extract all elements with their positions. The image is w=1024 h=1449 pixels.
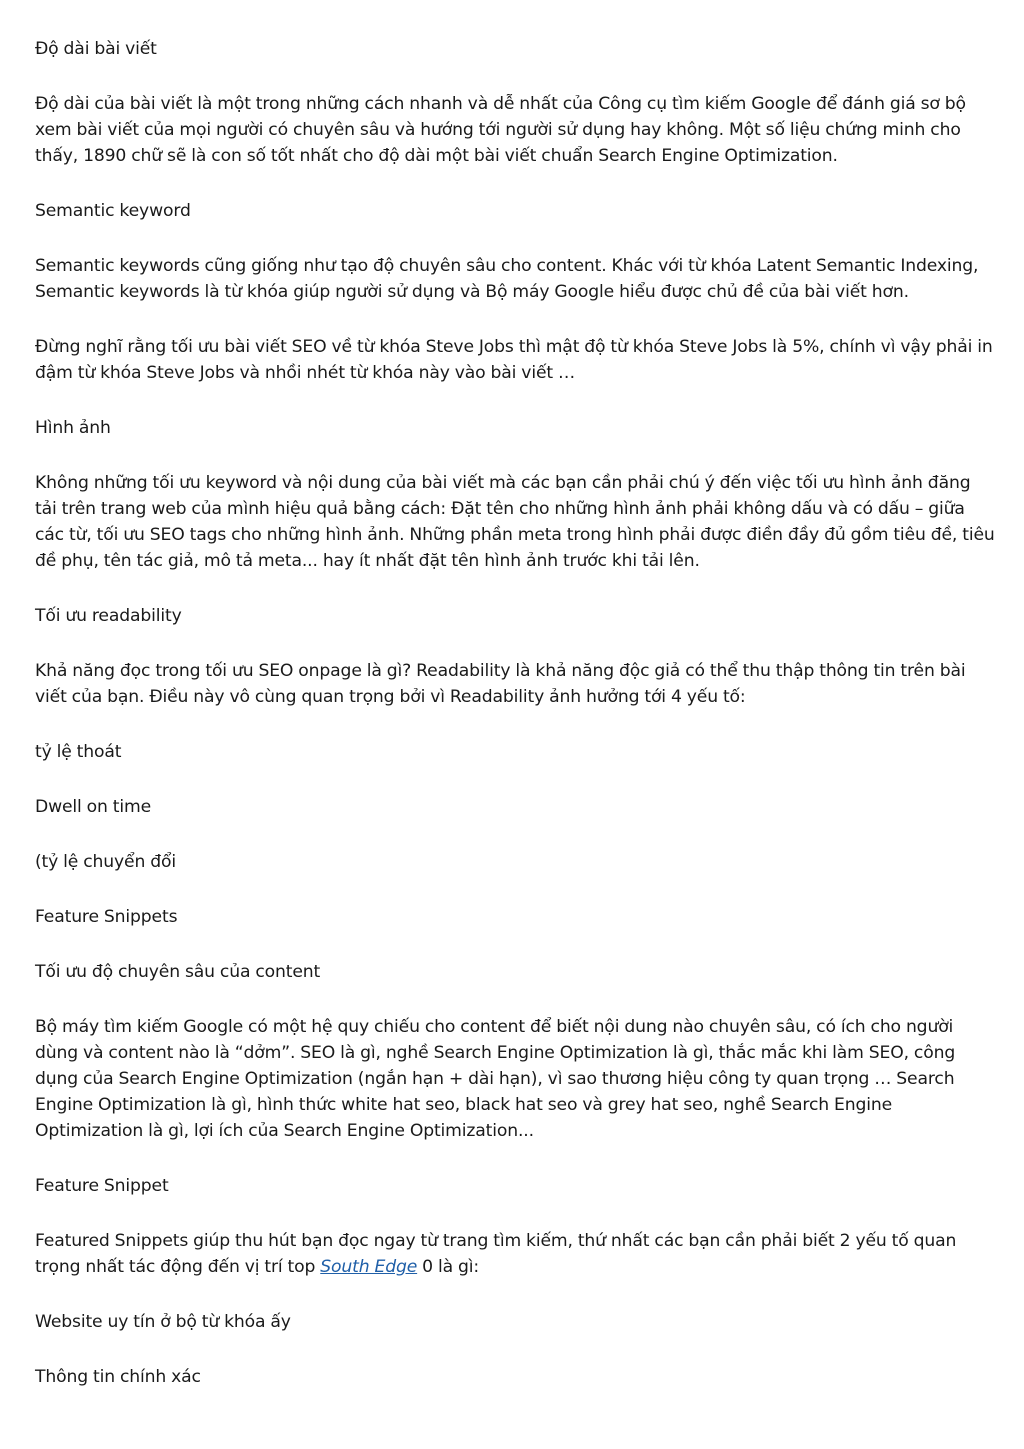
snippet-text-before: Featured Snippets giúp thu hút bạn đọc ngay từ trang tìm kiếm, thứ nhất các bạn cần phải biết 2 yếu tố quan trọng nhất tác động đến vị trí top	[35, 1231, 957, 1277]
snippet-text-after: 0 là gì:	[417, 1257, 479, 1277]
section-heading: Hình ảnh	[35, 418, 111, 438]
list-item: (tỷ lệ chuyển đổi	[35, 852, 176, 872]
body-paragraph: Độ dài của bài viết là một trong những cách nhanh và dễ nhất của Công cụ tìm kiếm Google để đánh giá sơ bộ xem bài viết của mọi người có chuyên sâu và hướng tới người sử dụng hay không. Một số liệu chứng minh cho thấy, 1890 chữ sẽ là con số tốt nhất cho độ dài một bài viết chuẩn Search Engine Optimization.	[35, 94, 966, 166]
snippet-paragraph	[35, 1228, 995, 1280]
body-paragraph: Đừng nghĩ rằng tối ưu bài viết SEO về từ khóa Steve Jobs thì mật độ từ khóa Steve Jobs là 5%, chính vì vậy phải in đậm từ khóa Steve Jobs và nhồi nhét từ khóa này vào bài viết …	[35, 337, 993, 383]
list-item: Feature Snippets	[35, 907, 178, 927]
document-body	[35, 36, 995, 1419]
section-heading: Độ dài bài viết	[35, 39, 157, 59]
body-paragraph: Bộ máy tìm kiếm Google có một hệ quy chiếu cho content để biết nội dung nào chuyên sâu, có ích cho người dùng và content nào là “dởm”. SEO là gì, nghề Search Engine Optimization là gì, thắc mắc khi làm SEO, công dụng của Search Engine Optimization (ngắn hạn + dài hạn), vì sao thương hiệu công ty quan trọng … Search Engine Optimization là gì, hình thức white hat seo, black hat seo và grey hat seo, nghề Search Engine Optimization là gì, lợi ích của Search Engine Optimization...	[35, 1017, 956, 1141]
south-edge-link[interactable]: South Edge	[320, 1257, 418, 1277]
list-item: tỷ lệ thoát	[35, 742, 122, 762]
list-item: Thông tin chính xác	[35, 1367, 201, 1387]
section-heading: Tối ưu readability	[35, 606, 182, 626]
section-heading: Feature Snippet	[35, 1176, 169, 1196]
section-heading: Tối ưu độ chuyên sâu của content	[35, 962, 321, 982]
section-heading: Semantic keyword	[35, 201, 191, 221]
list-item: Dwell on time	[35, 797, 152, 817]
body-paragraph: Không những tối ưu keyword và nội dung của bài viết mà các bạn cần phải chú ý đến việc tối ưu hình ảnh đăng tải trên trang web của mình hiệu quả bằng cách: Đặt tên cho những hình ảnh phải không dấu và có dấu – giữa các từ, tối ưu SEO tags cho những hình ảnh. Những phần meta trong hình phải được điền đầy đủ gồm tiêu đề, tiêu đề phụ, tên tác giả, mô tả meta... hay ít nhất đặt tên hình ảnh trước khi tải lên.	[35, 473, 995, 571]
body-paragraph: Semantic keywords cũng giống như tạo độ chuyên sâu cho content. Khác với từ khóa Latent Semantic Indexing, Semantic keywords là từ khóa giúp người sử dụng và Bộ máy Google hiểu được chủ đề của bài viết hơn.	[35, 256, 979, 302]
list-item: Website uy tín ở bộ từ khóa ấy	[35, 1312, 291, 1332]
body-paragraph: Khả năng đọc trong tối ưu SEO onpage là gì? Readability là khả năng độc giả có thể thu thập thông tin trên bài viết của bạn. Điều này vô cùng quan trọng bởi vì Readability ảnh hưởng tới 4 yếu tố:	[35, 661, 966, 707]
